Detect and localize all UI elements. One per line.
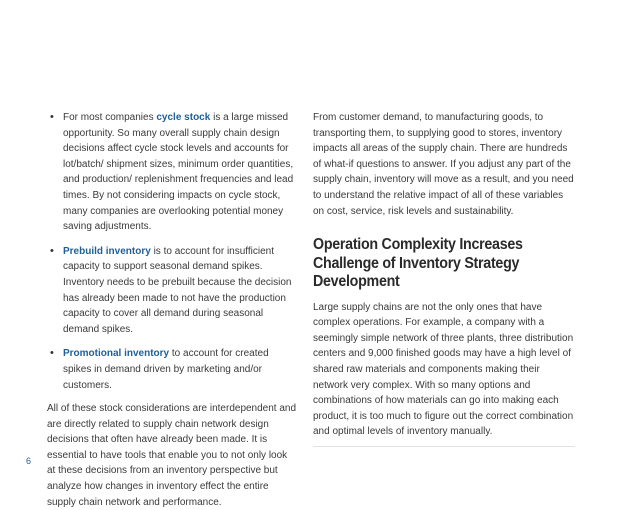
keyword-promotional-inventory: Promotional inventory <box>63 348 170 360</box>
list-item-prebuild-inventory: • Prebuild inventory is to account for insufficient capacity to support seasonal demand spikes. Inventory needs to be prebuilt because the decision has already been made to not have the production capacity to cover all demand during seasonal demand spikes. <box>47 244 297 338</box>
inventory-types-list <box>47 110 297 393</box>
right-paragraph-complexity: Large supply chains are not the only ones that have complex operations. For example, a company with a seemingly simple network of three plants, three distribution centers and 9,000 finished goods may have a high level of shared raw materials and components making their network very complex. With so many options and combinations of how materials can go into making each product, it is too much to figure out the correct combination and optimal levels of inventory manually. <box>313 300 575 447</box>
page-number: 6 <box>26 456 32 466</box>
keyword-cycle-stock: cycle stock <box>156 112 211 123</box>
left-paragraph: All of these stock considerations are interdependent and are directly related to supply chain network design decisions that often have already been made. It is essential to have tools that enable you to not only look at these decisions from an inventory perspective but analyze how changes in inventory effect the entire supply chain network and performance. <box>47 403 297 508</box>
right-paragraph-intro: From customer demand, to manufacturing goods, to transporting them, to supplying good to stores, inventory impacts all areas of the supply chain. There are hundreds of what-if questions to answer. If you adjust any part of the supply chain, inventory will move as a result, and you need to understand the relative impact of all of these variables on cost, service, risk levels and sustainability. <box>313 112 574 217</box>
list-item-promotional-inventory: • Promotional inventory to account for created spikes in demand driven by marketing and/or customers. <box>47 346 297 393</box>
left-column <box>47 110 297 510</box>
list-item-cycle-stock: • For most companies cycle stock is a large missed opportunity. So many overall supply chain design decisions affect cycle stock levels and accounts for lot/batch/ shipment sizes, minimum order quantities, and production/ replenishment frequencies and lead times. By not considering impacts on cycle stock, many companies are overlooking potential money saving adjustments. <box>47 110 297 235</box>
keyword-prebuild-inventory: Prebuild inventory <box>63 245 151 257</box>
right-column <box>313 110 575 447</box>
section-heading: Operation Complexity Increases Challenge of Inventory Strategy Development <box>313 236 523 291</box>
